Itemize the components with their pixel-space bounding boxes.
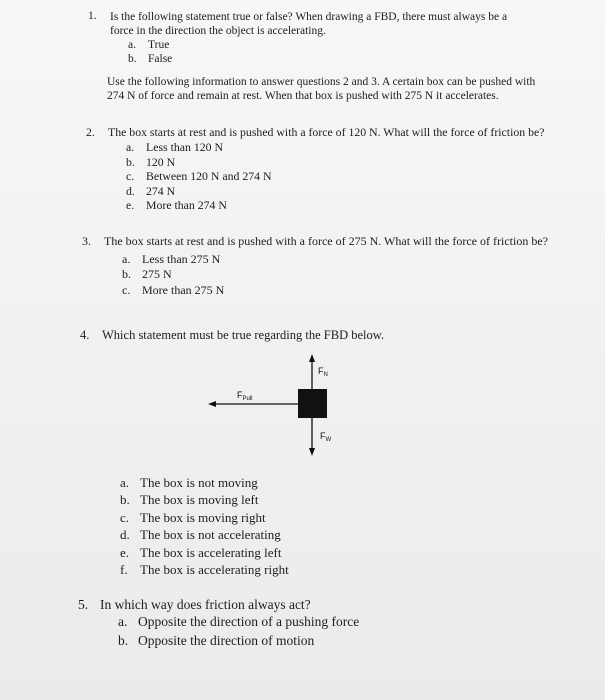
question-number: 1. — [88, 10, 97, 22]
question-3 — [82, 234, 572, 298]
pull-force-label: $F_{Pull}$ — [237, 390, 253, 402]
option-a[interactable]: a. Less than 120 N — [126, 140, 223, 155]
question-5 — [78, 597, 498, 650]
option-d[interactable]: d. The box is not accelerating — [120, 527, 281, 543]
option-e[interactable]: e. The box is accelerating left — [120, 544, 282, 560]
option-b[interactable]: b. False — [128, 53, 173, 66]
normal-force-arrowhead — [309, 354, 315, 362]
question-number: 5. — [78, 597, 89, 612]
options-list — [122, 252, 572, 299]
question-1 — [88, 10, 528, 66]
option-a[interactable]: a. True — [128, 39, 170, 52]
question-2 — [86, 125, 556, 212]
option-c[interactable]: c. More than 275 N — [122, 282, 225, 297]
option-b[interactable]: b. The box is moving left — [120, 492, 259, 508]
option-a[interactable]: a. Opposite the direction of a pushing force — [118, 614, 360, 630]
question-text: The box starts at rest and is pushed with a force of 275 N. What will the force of friction be? — [104, 234, 548, 248]
option-c[interactable]: c. The box is moving right — [120, 509, 266, 525]
question-text: Which statement must be true regarding the FBD below. — [102, 328, 385, 342]
question-4 — [80, 328, 520, 343]
option-b[interactable]: b. 275 N — [122, 267, 172, 282]
option-c[interactable]: c. Between 120 N and 274 N — [126, 169, 272, 184]
option-d[interactable]: d. 274 N — [126, 183, 176, 198]
option-b[interactable]: b. 120 N — [126, 154, 176, 169]
question-4-options — [100, 474, 400, 578]
options-list — [120, 474, 400, 578]
pull-force-arrowhead — [208, 401, 216, 407]
option-b[interactable]: b. Opposite the direction of motion — [118, 632, 315, 648]
options-list — [126, 140, 556, 212]
weight-force-label: $F_W$ — [320, 431, 332, 443]
info-paragraph: Use the following information to answer questions 2 and 3. A certain box can be pushed with 274 N of force and remain at rest. When that box is pushed with 275 N it accelerates. — [107, 76, 536, 103]
question-number: 3. — [82, 234, 91, 248]
options-list — [128, 38, 528, 66]
normal-force-label: $F_N$ — [318, 366, 328, 378]
weight-force-arrowhead — [309, 448, 315, 456]
option-f[interactable]: f. The box is accelerating right — [120, 562, 289, 578]
question-text: In which way does friction always act? — [100, 597, 311, 612]
options-list — [118, 613, 498, 649]
option-a[interactable]: a. Less than 275 N — [122, 251, 221, 266]
question-number: 4. — [80, 328, 90, 342]
fbd-box — [298, 389, 327, 418]
question-text: The box starts at rest and is pushed with a force of 120 N. What will the force of friction be? — [108, 125, 545, 139]
option-e[interactable]: e. More than 274 N — [126, 197, 227, 212]
question-text: Is the following statement true or false? When drawing a FBD, there must always be a force in the direction the object is accelerating. — [110, 11, 508, 38]
option-a[interactable]: a. The box is not moving — [120, 475, 258, 490]
question-number: 2. — [86, 125, 95, 139]
